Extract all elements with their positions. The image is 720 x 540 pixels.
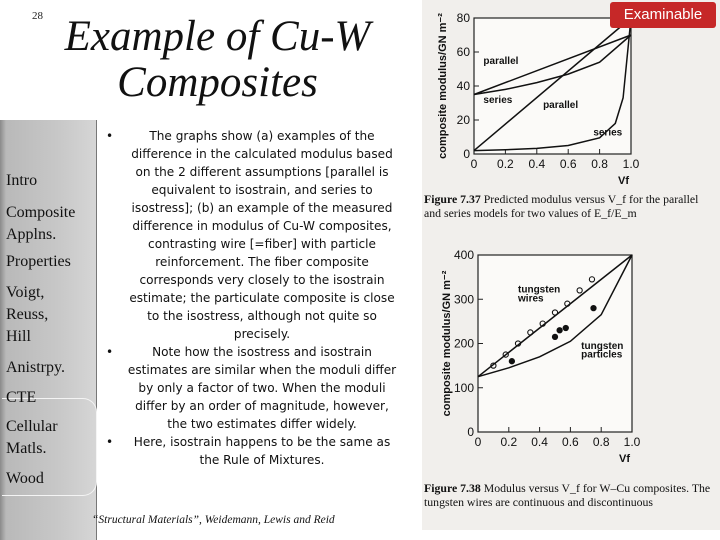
sidebar-item-cellular[interactable]: Cellular [6, 418, 58, 435]
x-tick-label: 0.4 [528, 157, 546, 171]
figure-7-37-caption [424, 192, 712, 220]
series-label: series [483, 95, 513, 106]
series-label: tungsten [518, 284, 561, 296]
bullet-item: • Note how the isostress and isostrain estimates are similar when the moduli differ by only a factor of two. When the moduli differ by an order of magnitude, however, the two estimates differ widely. [112, 343, 400, 433]
figure-7-37-caption-label: Figure 7.37 [424, 192, 481, 206]
series-label: parallel [483, 55, 519, 67]
data-point-wire [577, 288, 582, 293]
x-tick-label: 1.0 [622, 157, 640, 171]
series-label: parallel [543, 100, 579, 112]
y-tick-label: 400 [453, 248, 474, 262]
series-label: series [593, 127, 623, 139]
y-tick-label: 300 [453, 292, 474, 307]
data-point-particle [509, 359, 514, 364]
data-point-particle [557, 328, 562, 333]
title-line-1: Example of Cu-W [64, 13, 371, 60]
series-label: wires [518, 293, 544, 305]
y-axis-label: composite modulus/GN m⁻² [441, 270, 453, 417]
data-point-particle [591, 306, 596, 311]
sidebar-item-cte[interactable]: CTE [6, 389, 37, 406]
x-tick-label: 0 [474, 435, 482, 449]
sidebar-item-applns[interactable]: Applns. [6, 226, 57, 243]
figure-7-37-caption-text: Predicted modulus versus V_f for the parallel and series models for two values of E_f/E_m [424, 192, 699, 220]
x-tick-label: 0.2 [497, 157, 514, 171]
y-tick-label: 20 [456, 113, 470, 127]
examinable-badge: Examinable [610, 2, 716, 28]
data-point-wire [589, 277, 594, 282]
sidebar-item-reuss[interactable]: Reuss, [6, 306, 49, 323]
y-axis-label: composite modulus/GN m⁻² [437, 13, 449, 159]
slide-number: 28 [32, 10, 43, 22]
sidebar-item-composite[interactable]: Composite [6, 204, 76, 221]
x-tick-label: 0.2 [500, 435, 518, 449]
sidebar-item-voigt[interactable]: Voigt, [6, 284, 45, 301]
x-tick-label: 1.0 [623, 435, 641, 449]
x-axis-label: Vf [619, 453, 630, 465]
data-point-particle [552, 334, 557, 339]
series-label: particles [581, 349, 623, 361]
x-tick-label: 0 [470, 157, 478, 171]
y-tick-label: 0 [467, 425, 474, 439]
y-tick-label: 200 [453, 336, 474, 351]
x-tick-label: 0.6 [559, 157, 577, 171]
bullet-item: • The graphs show (a) examples of the difference in the calculated modulus based on the 2 different assumptions [parallel is equivalent to isostrain, and series to isostress]; (b) an example of the measured difference in modulus of Cu-W composites, contrasting wire [=fiber] with particle reinforcement. The fiber composite corresponds very closely to the isostrain estimate; the particulate composite is close to the isostress, although not quite so precisely. [112, 127, 400, 343]
bullet-item: • Here, isostrain happens to be the same as the Rule of Mixtures. [112, 433, 400, 469]
series-label: tungsten [581, 340, 624, 352]
x-tick-label: 0.8 [592, 435, 610, 449]
x-tick-label: 0.6 [562, 435, 579, 449]
sidebar-item-wood[interactable]: Wood [6, 470, 44, 487]
x-tick-label: 0.8 [591, 157, 608, 171]
x-axis-label: Vf [618, 175, 629, 187]
sidebar-item-anistrpy[interactable]: Anistrpy. [6, 359, 65, 376]
sidebar-item-hill[interactable]: Hill [6, 328, 31, 345]
y-tick-label: 100 [453, 380, 474, 395]
chart-figure-7-38 [441, 248, 641, 465]
sidebar-item-matls[interactable]: Matls. [6, 440, 47, 457]
y-tick-label: 60 [456, 45, 470, 59]
citation: “Structural Materials”, Weidemann, Lewis and Reid [92, 514, 335, 526]
figure-7-38-caption-label: Figure 7.38 [424, 481, 481, 495]
x-tick-label: 0.4 [531, 435, 548, 449]
y-tick-label: 40 [456, 79, 470, 93]
data-point-particle [563, 325, 568, 330]
figure-7-38-caption-text: Modulus versus V_f for W–Cu composites. The tungsten wires are continuous and discontinuous [424, 481, 711, 509]
chart-figure-7-37 [437, 11, 640, 187]
sidebar-item-properties[interactable]: Properties [6, 253, 71, 270]
y-tick-label: 80 [456, 11, 470, 25]
y-tick-label: 0 [463, 147, 470, 161]
sidebar-item-intro[interactable]: Intro [6, 172, 38, 189]
title-line-2: Composites [117, 59, 318, 106]
figure-7-38-caption [424, 481, 712, 509]
